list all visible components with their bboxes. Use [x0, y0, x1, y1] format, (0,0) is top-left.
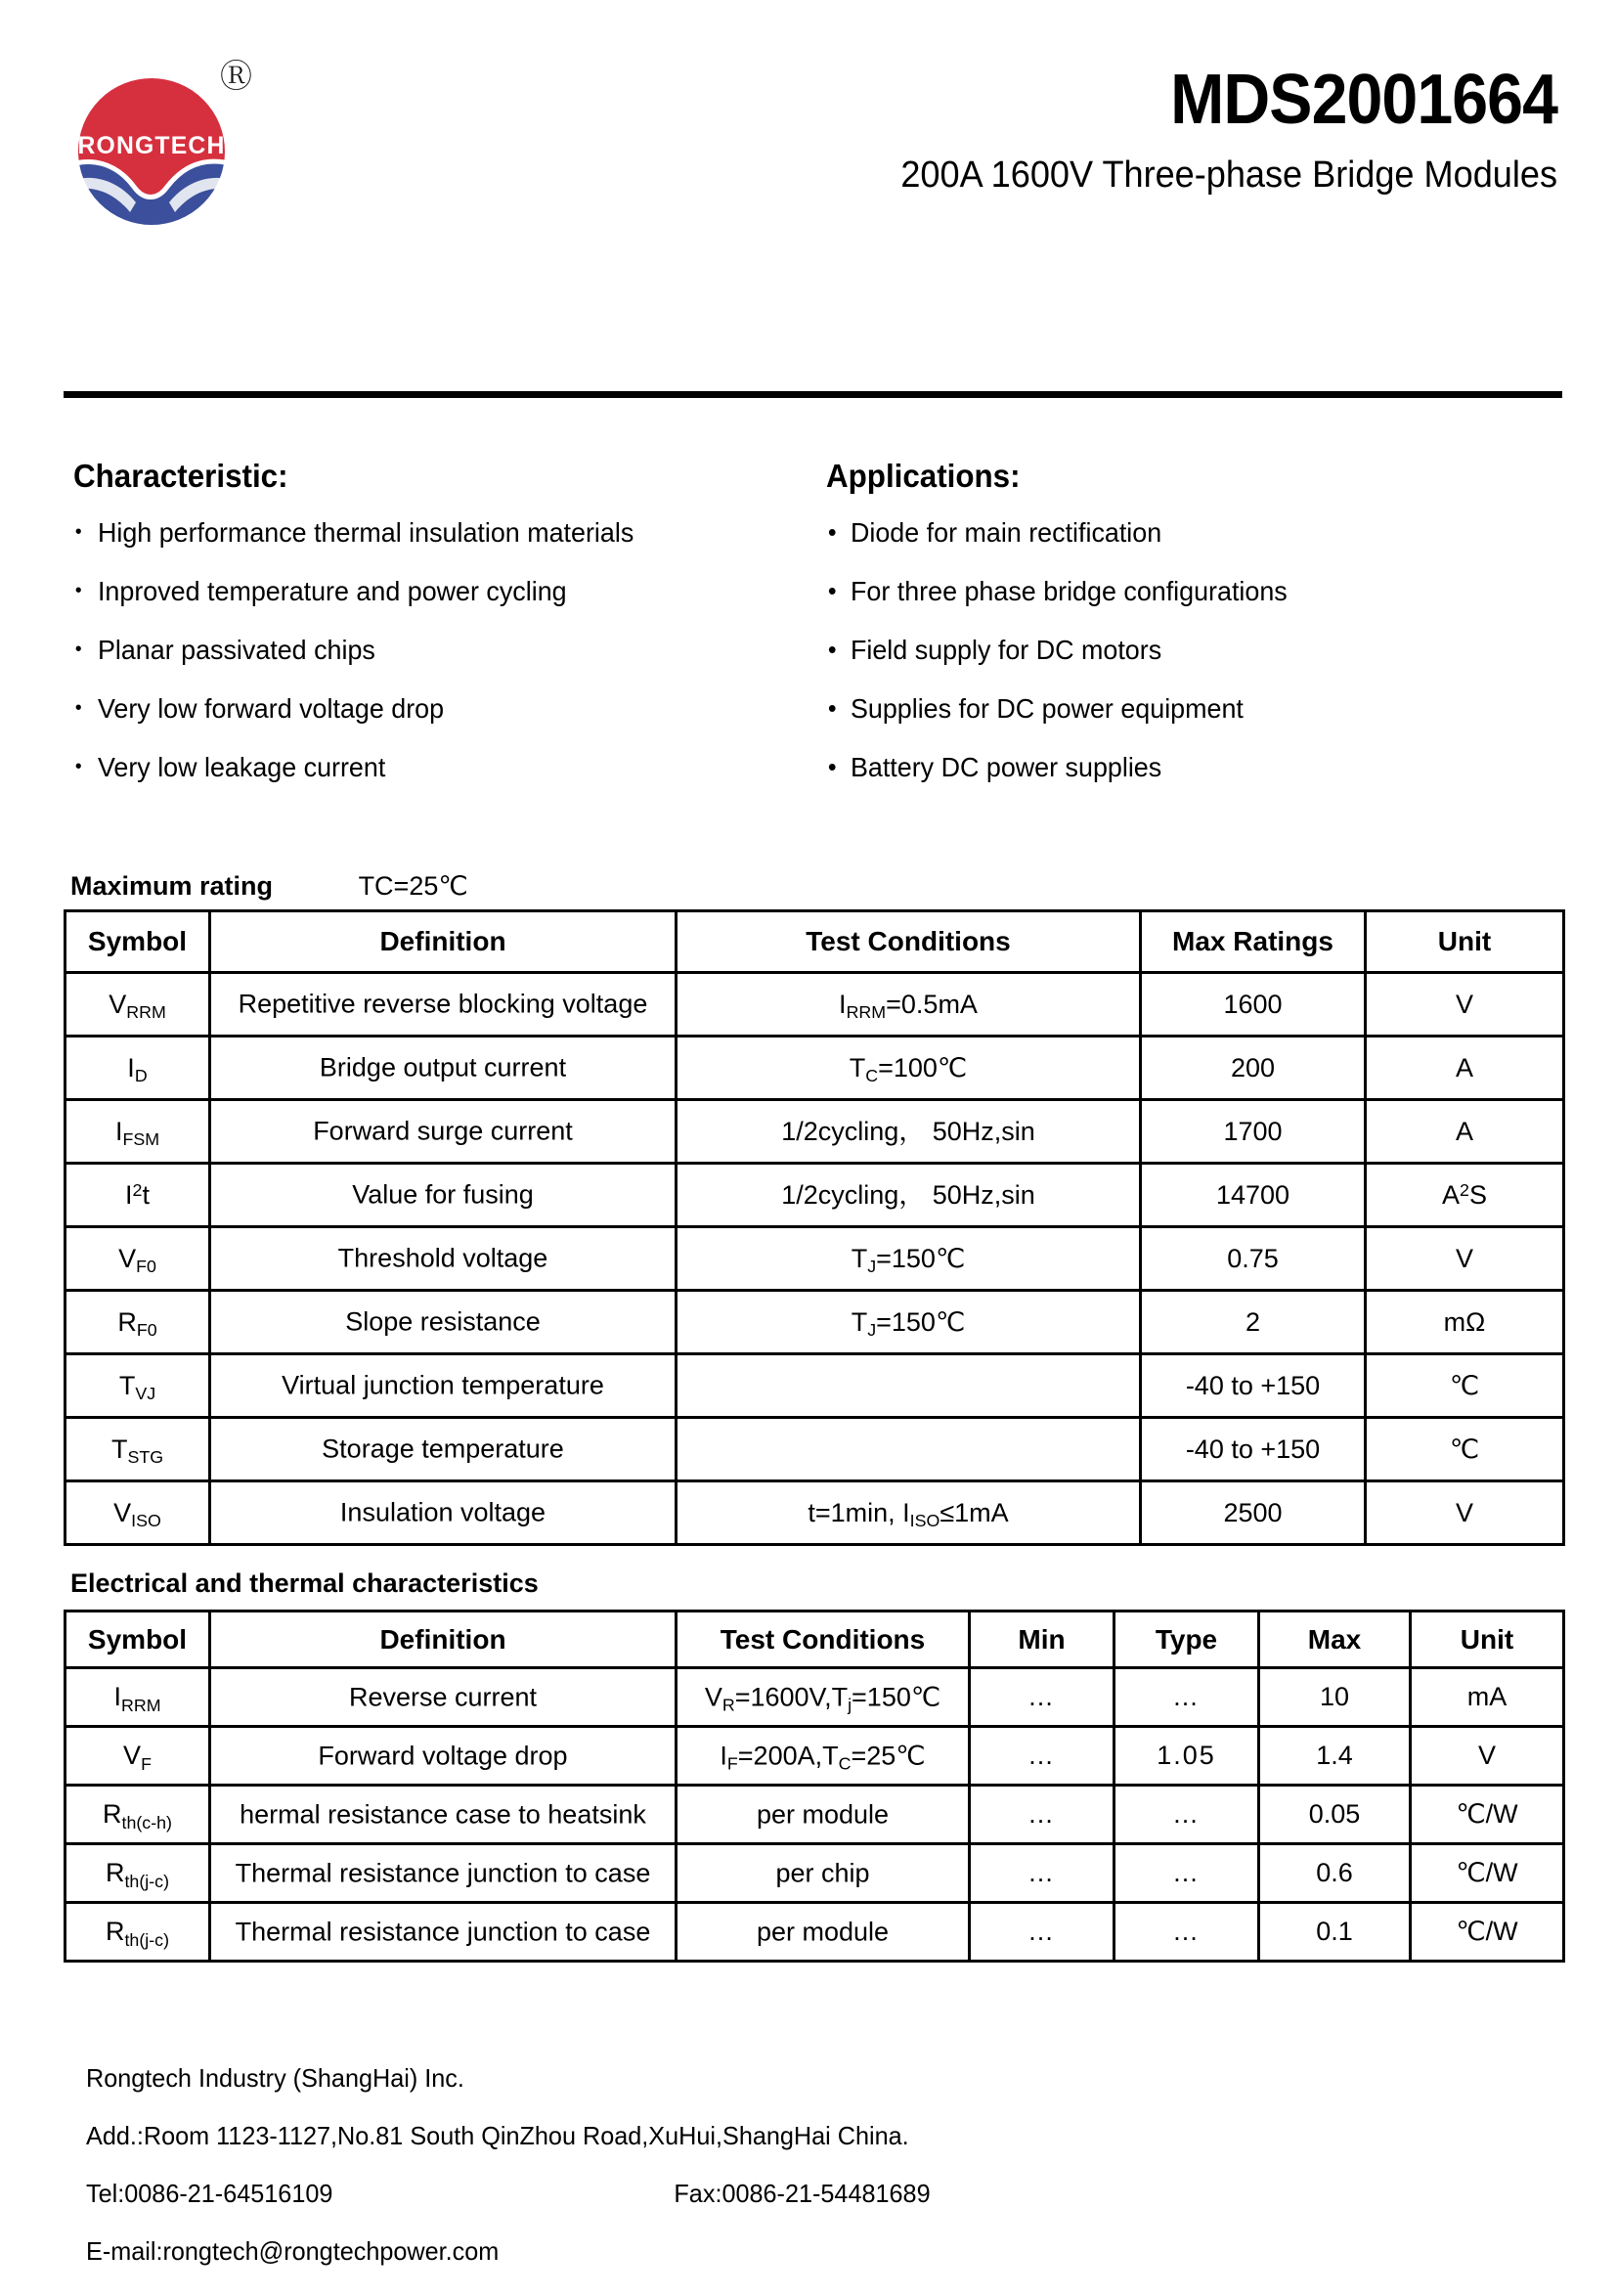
- cell-max-rating: 14700: [1141, 1164, 1366, 1227]
- col-unit: Unit: [1366, 911, 1564, 973]
- cell-type: …: [1114, 1668, 1259, 1727]
- cell-max-rating: 0.75: [1141, 1227, 1366, 1291]
- table-row: [66, 1037, 1564, 1100]
- table-header-row: [66, 1612, 1564, 1668]
- list-item: [826, 578, 1540, 605]
- table-row: [66, 1291, 1564, 1354]
- cell-max-rating: -40 to +150: [1141, 1354, 1366, 1418]
- cell-max-rating: 2: [1141, 1291, 1366, 1354]
- cell-max-rating: 1700: [1141, 1100, 1366, 1164]
- table-row: [66, 1164, 1564, 1227]
- cell-unit: $A^2S$: [1366, 1164, 1564, 1227]
- cell-max-rating: 2500: [1141, 1481, 1366, 1545]
- page-footer: [86, 2065, 1455, 2296]
- cell-test-conditions: t=1min, $I_{ISO}\le 1mA$: [677, 1481, 1141, 1545]
- list-item-label: Planar passivated chips: [97, 635, 375, 665]
- maximum-rating-table: [64, 909, 1565, 1546]
- col-type: Type: [1114, 1612, 1259, 1668]
- cell-min: …: [970, 1844, 1114, 1903]
- applications-heading: Applications:: [826, 458, 1021, 494]
- list-item: [73, 519, 787, 547]
- col-definition: Definition: [210, 1612, 677, 1668]
- cell-unit: mA: [1411, 1668, 1564, 1727]
- cell-symbol: $V_F$: [66, 1727, 210, 1786]
- table-row: [66, 1227, 1564, 1291]
- bullet-icon: •: [74, 580, 82, 601]
- list-item-label: Inproved temperature and power cycling: [97, 576, 567, 606]
- svg-text:RONGTECH: RONGTECH: [77, 131, 226, 160]
- electrical-thermal-table: [64, 1610, 1565, 1963]
- list-item: [826, 519, 1540, 547]
- col-test-conditions: Test Conditions: [677, 1612, 970, 1668]
- cell-symbol: $I_{FSM}$: [66, 1100, 210, 1164]
- cell-definition: Bridge output current: [210, 1037, 677, 1100]
- table-row: [66, 1418, 1564, 1481]
- cell-definition: Forward voltage drop: [210, 1727, 677, 1786]
- list-item-label: High performance thermal insulation materials: [97, 517, 634, 548]
- cell-type: …: [1114, 1844, 1259, 1903]
- header-divider: [64, 391, 1562, 398]
- maximum-rating-condition: TC=25℃: [358, 871, 468, 901]
- table-header-row: [66, 911, 1564, 973]
- table-row: [66, 1354, 1564, 1418]
- list-item: [73, 578, 787, 605]
- cell-definition: Virtual junction temperature: [210, 1354, 677, 1418]
- cell-definition: Insulation voltage: [210, 1481, 677, 1545]
- cell-unit: A: [1366, 1100, 1564, 1164]
- cell-test-conditions: $I_F=200A,T_C=25℃$: [677, 1727, 970, 1786]
- cell-unit: V: [1366, 1481, 1564, 1545]
- cell-definition: Slope resistance: [210, 1291, 677, 1354]
- footer-fax: Fax:0086-21-54481689: [674, 2179, 931, 2208]
- cell-unit: A: [1366, 1037, 1564, 1100]
- bullet-icon: •: [827, 752, 837, 781]
- list-item: [826, 754, 1540, 781]
- cell-test-conditions: $I_{RRM}=0.5mA$: [677, 973, 1141, 1037]
- list-item-label: Battery DC power supplies: [850, 752, 1162, 782]
- cell-symbol: $I_{RRM}$: [66, 1668, 210, 1727]
- characteristics-list: [73, 519, 816, 781]
- cell-test-conditions: [677, 1418, 1141, 1481]
- col-definition: Definition: [210, 911, 677, 973]
- cell-type: 1.05: [1114, 1727, 1259, 1786]
- table-row: [66, 1903, 1564, 1962]
- cell-max: 0.05: [1259, 1786, 1411, 1844]
- cell-type: …: [1114, 1786, 1259, 1844]
- footer-address: Add.:Room 1123-1127,No.81 South QinZhou Road,XuHui,ShangHai China.: [86, 2121, 909, 2150]
- cell-test-conditions: per module: [677, 1786, 970, 1844]
- bullet-icon: •: [827, 693, 837, 723]
- table-row: [66, 1668, 1564, 1727]
- cell-min: …: [970, 1903, 1114, 1962]
- cell-symbol: $I_D$: [66, 1037, 210, 1100]
- cell-symbol: $T_{STG}$: [66, 1418, 210, 1481]
- cell-unit: ℃: [1366, 1354, 1564, 1418]
- applications-list: [826, 519, 1569, 781]
- list-item: [826, 637, 1540, 664]
- cell-min: …: [970, 1668, 1114, 1727]
- page-header: [64, 54, 1562, 376]
- cell-definition: Storage temperature: [210, 1418, 677, 1481]
- cell-max: 10: [1259, 1668, 1411, 1727]
- col-unit: Unit: [1411, 1612, 1564, 1668]
- list-item: [73, 695, 787, 723]
- col-min: Min: [970, 1612, 1114, 1668]
- cell-min: …: [970, 1786, 1114, 1844]
- cell-unit: mΩ: [1366, 1291, 1564, 1354]
- cell-unit: ℃: [1366, 1418, 1564, 1481]
- cell-symbol: $R_{th(j-c)}$: [66, 1903, 210, 1962]
- cell-test-conditions: 1/2cycling， 50Hz,sin: [677, 1100, 1141, 1164]
- cell-test-conditions: 1/2cycling， 50Hz,sin: [677, 1164, 1141, 1227]
- cell-definition: Forward surge current: [210, 1100, 677, 1164]
- col-test-conditions: Test Conditions: [677, 911, 1141, 973]
- cell-symbol: $T_{VJ}$: [66, 1354, 210, 1418]
- cell-test-conditions: $V_R=1600V,T_j=150℃$: [677, 1668, 970, 1727]
- applications-column: [826, 460, 1569, 813]
- page-subtitle: 200A 1600V Three-phase Bridge Modules: [900, 154, 1557, 196]
- cell-test-conditions: $T_C=100℃$: [677, 1037, 1141, 1100]
- cell-definition: Thermal resistance junction to case: [210, 1844, 677, 1903]
- cell-definition: Thermal resistance junction to case: [210, 1903, 677, 1962]
- list-item-label: Diode for main rectification: [850, 517, 1162, 548]
- cell-definition: Threshold voltage: [210, 1227, 677, 1291]
- cell-unit: V: [1366, 973, 1564, 1037]
- cell-test-conditions: $T_J=150℃$: [677, 1291, 1141, 1354]
- cell-test-conditions: per module: [677, 1903, 970, 1962]
- characteristics-heading: Characteristic:: [73, 458, 288, 494]
- table-row: [66, 1727, 1564, 1786]
- bullet-icon: •: [827, 517, 837, 547]
- cell-definition: hermal resistance case to heatsink: [210, 1786, 677, 1844]
- cell-symbol: $I^2t$: [66, 1164, 210, 1227]
- list-item-label: Field supply for DC motors: [850, 635, 1162, 665]
- cell-max: 0.1: [1259, 1903, 1411, 1962]
- cell-unit: V: [1411, 1727, 1564, 1786]
- cell-test-conditions: [677, 1354, 1141, 1418]
- bullet-icon: •: [827, 635, 837, 664]
- list-item: [826, 695, 1540, 723]
- footer-contact: [86, 2181, 1414, 2206]
- bullet-icon: •: [74, 521, 82, 543]
- footer-email: E-mail:rongtech@rongtechpower.com: [86, 2236, 500, 2266]
- table-row: [66, 1481, 1564, 1545]
- cell-max: 0.6: [1259, 1844, 1411, 1903]
- footer-tel: Tel:0086-21-64516109: [86, 2179, 333, 2208]
- list-item: [73, 637, 787, 664]
- electrical-thermal-heading: [70, 1570, 539, 1597]
- registered-trademark-icon: Ⓡ: [220, 60, 252, 95]
- cell-definition: Value for fusing: [210, 1164, 677, 1227]
- cell-symbol: $V_{ISO}$: [66, 1481, 210, 1545]
- bullet-icon: •: [74, 697, 82, 719]
- characteristics-column: [73, 460, 816, 813]
- table-row: [66, 1100, 1564, 1164]
- list-item: [73, 754, 787, 781]
- cell-symbol: $R_{F0}$: [66, 1291, 210, 1354]
- list-item-label: Very low leakage current: [97, 752, 386, 782]
- table-row: [66, 1844, 1564, 1903]
- cell-unit: ℃/W: [1411, 1844, 1564, 1903]
- cell-symbol: $V_{RRM}$: [66, 973, 210, 1037]
- col-symbol: Symbol: [66, 911, 210, 973]
- cell-type: …: [1114, 1903, 1259, 1962]
- title-block: [482, 61, 1557, 198]
- cell-max-rating: -40 to +150: [1141, 1418, 1366, 1481]
- list-item-label: Supplies for DC power equipment: [850, 693, 1244, 724]
- table-row: [66, 1786, 1564, 1844]
- cell-symbol: $V_{F0}$: [66, 1227, 210, 1291]
- cell-unit: V: [1366, 1227, 1564, 1291]
- list-item-label: For three phase bridge configurations: [850, 576, 1288, 606]
- bullet-icon: •: [827, 576, 837, 605]
- table-row: [66, 973, 1564, 1037]
- bullet-icon: •: [74, 756, 82, 777]
- cell-test-conditions: per chip: [677, 1844, 970, 1903]
- list-item-label: Very low forward voltage drop: [97, 693, 445, 724]
- rongtech-logo: [73, 73, 230, 230]
- maximum-rating-heading-label: Maximum rating: [70, 871, 274, 901]
- page-title: MDS2001664: [1170, 61, 1557, 139]
- cell-min: …: [970, 1727, 1114, 1786]
- cell-unit: ℃/W: [1411, 1903, 1564, 1962]
- maximum-rating-heading: [70, 873, 468, 900]
- cell-max-rating: 1600: [1141, 973, 1366, 1037]
- cell-max-rating: 200: [1141, 1037, 1366, 1100]
- cell-max: 1.4: [1259, 1727, 1411, 1786]
- cell-definition: Repetitive reverse blocking voltage: [210, 973, 677, 1037]
- cell-test-conditions: $T_J=150℃$: [677, 1227, 1141, 1291]
- cell-unit: ℃/W: [1411, 1786, 1564, 1844]
- bullet-icon: •: [74, 639, 82, 660]
- cell-symbol: $R_{th(c-h)}$: [66, 1786, 210, 1844]
- col-max: Max: [1259, 1612, 1411, 1668]
- footer-company: Rongtech Industry (ShangHai) Inc.: [86, 2063, 464, 2093]
- cell-definition: Reverse current: [210, 1668, 677, 1727]
- cell-symbol: $R_{th(j-c)}$: [66, 1844, 210, 1903]
- electrical-thermal-heading-label: Electrical and thermal characteristics: [70, 1568, 539, 1598]
- col-max-ratings: Max Ratings: [1141, 911, 1366, 973]
- col-symbol: Symbol: [66, 1612, 210, 1668]
